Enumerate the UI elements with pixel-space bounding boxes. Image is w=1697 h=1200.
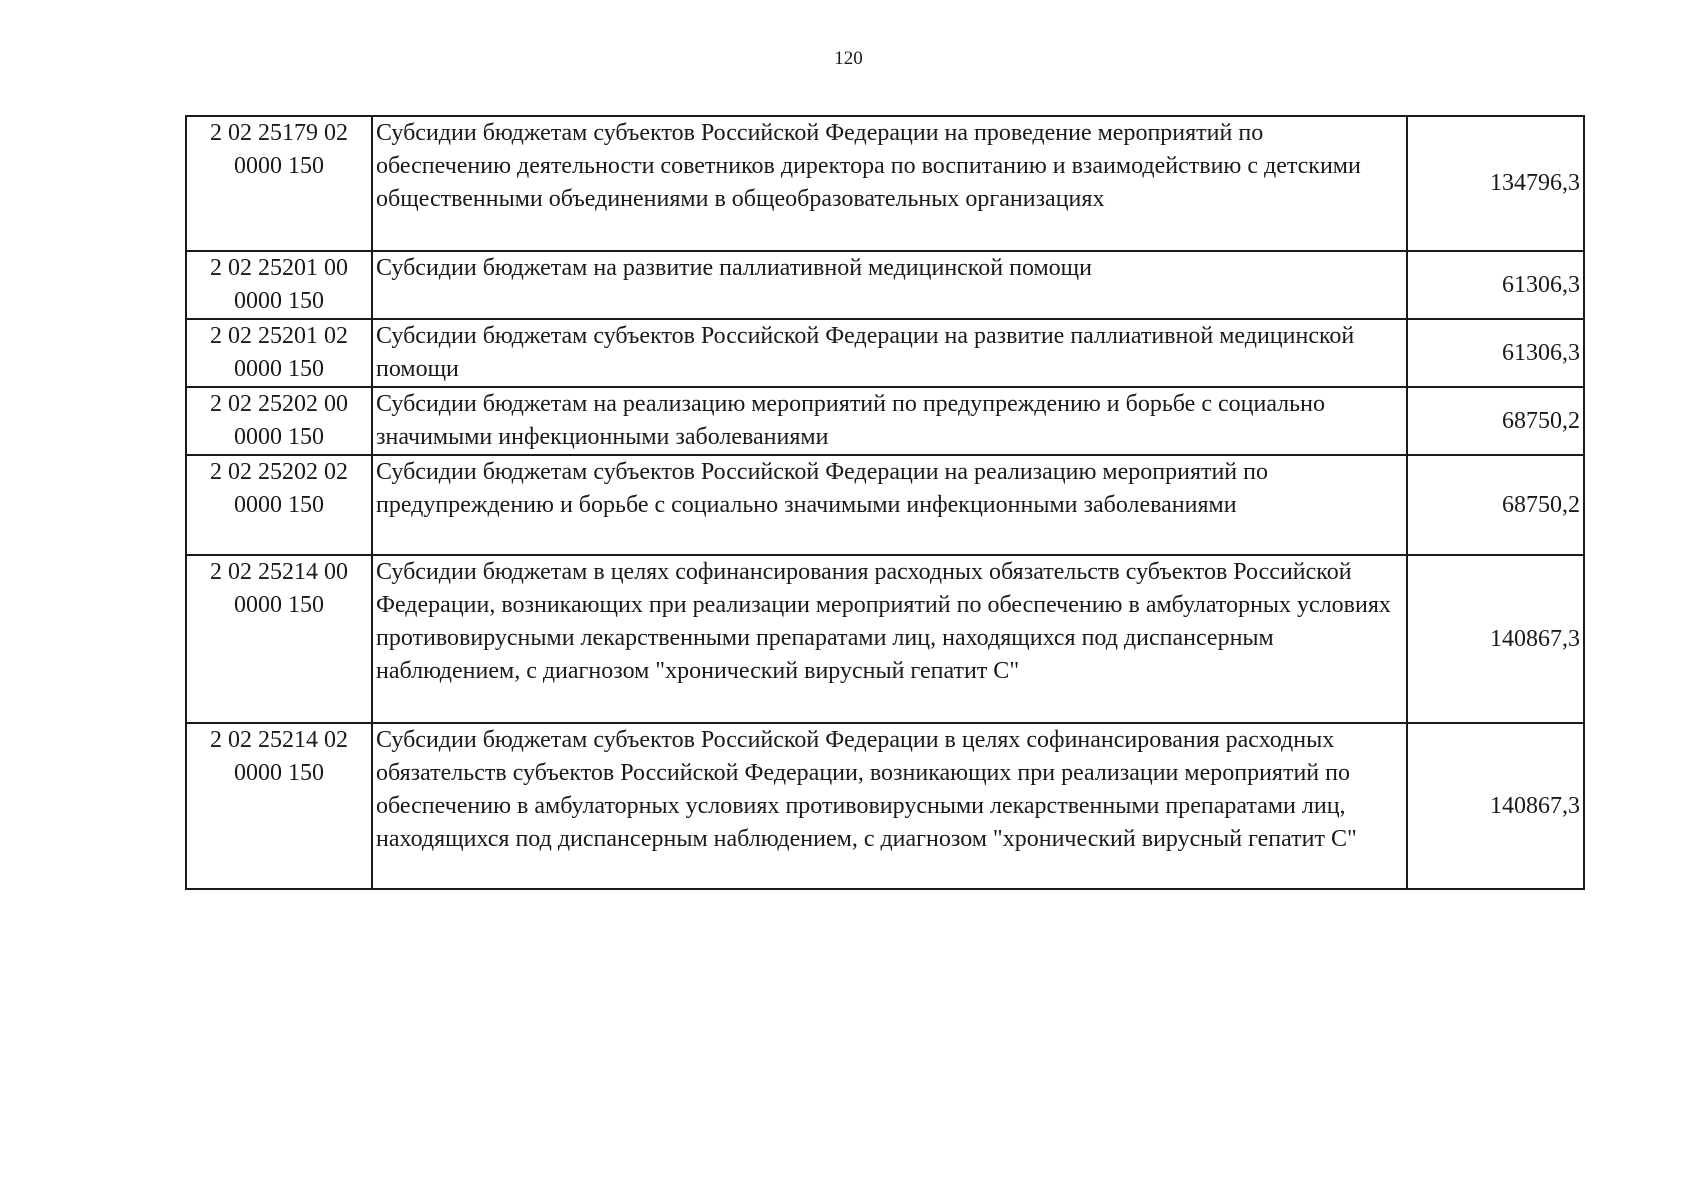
revenue-code-line: 0000 150 bbox=[234, 153, 324, 179]
table-row bbox=[186, 723, 1584, 889]
revenue-amount: 68750,2 bbox=[1407, 387, 1584, 455]
revenue-code-line: 2 02 25214 00 bbox=[210, 559, 348, 585]
revenue-amount: 134796,3 bbox=[1407, 116, 1584, 251]
revenue-code-line: 2 02 25214 02 bbox=[210, 727, 348, 753]
revenue-code-line: 0000 150 bbox=[234, 424, 324, 450]
revenue-amount: 140867,3 bbox=[1407, 555, 1584, 723]
revenue-description: Субсидии бюджетам субъектов Российской Федерации на развитие паллиативной медицинской помощи bbox=[372, 319, 1407, 387]
revenue-description: Субсидии бюджетам субъектов Российской Федерации на проведение мероприятий по обеспечению деятельности советников директора по воспитанию и взаимодействию с детскими общественными объединениями в общеобразовательных организациях bbox=[372, 116, 1407, 251]
table-row bbox=[186, 387, 1584, 455]
revenue-code-line: 0000 150 bbox=[234, 288, 324, 314]
revenue-code-cell bbox=[186, 319, 372, 387]
revenue-amount: 140867,3 bbox=[1407, 723, 1584, 889]
revenue-code-line: 0000 150 bbox=[234, 760, 324, 786]
revenue-amount: 61306,3 bbox=[1407, 251, 1584, 319]
revenue-code-line: 2 02 25202 00 bbox=[210, 391, 348, 417]
revenue-code-cell bbox=[186, 723, 372, 889]
page-number: 120 bbox=[834, 48, 863, 69]
table-row bbox=[186, 455, 1584, 555]
revenue-description: Субсидии бюджетам на развитие паллиативной медицинской помощи bbox=[372, 251, 1407, 319]
revenue-description: Субсидии бюджетам в целях софинансирования расходных обязательств субъектов Российской Федерации, возникающих при реализации мероприятий по обеспечению в амбулаторных условиях противовирусными лекарственными препаратами лиц, находящихся под диспансерным наблюдением, с диагнозом "хронический вирусный гепатит С" bbox=[372, 555, 1407, 723]
revenue-description: Субсидии бюджетам субъектов Российской Федерации в целях софинансирования расходных обязательств субъектов Российской Федерации, возникающих при реализации мероприятий по обеспечению в амбулаторных условиях противовирусными лекарственными препаратами лиц, находящихся под диспансерным наблюдением, с диагнозом "хронический вирусный гепатит С" bbox=[372, 723, 1407, 889]
budget-revenue-table bbox=[185, 115, 1585, 890]
revenue-code-line: 2 02 25179 02 bbox=[210, 120, 348, 146]
revenue-code-line: 2 02 25201 00 bbox=[210, 255, 348, 281]
revenue-code-line: 2 02 25201 02 bbox=[210, 323, 348, 349]
revenue-amount: 68750,2 bbox=[1407, 455, 1584, 555]
revenue-description: Субсидии бюджетам на реализацию мероприятий по предупреждению и борьбе с социально значимыми инфекционными заболеваниями bbox=[372, 387, 1407, 455]
revenue-amount: 61306,3 bbox=[1407, 319, 1584, 387]
revenue-description: Субсидии бюджетам субъектов Российской Федерации на реализацию мероприятий по предупреждению и борьбе с социально значимыми инфекционными заболеваниями bbox=[372, 455, 1407, 555]
revenue-code-cell bbox=[186, 455, 372, 555]
revenue-code-line: 0000 150 bbox=[234, 592, 324, 618]
table-row bbox=[186, 251, 1584, 319]
revenue-code-line: 2 02 25202 02 bbox=[210, 459, 348, 485]
revenue-code-cell bbox=[186, 555, 372, 723]
table-row bbox=[186, 319, 1584, 387]
table-row bbox=[186, 116, 1584, 251]
revenue-code-cell bbox=[186, 116, 372, 251]
revenue-code-cell bbox=[186, 251, 372, 319]
revenue-code-cell bbox=[186, 387, 372, 455]
revenue-code-line: 0000 150 bbox=[234, 356, 324, 382]
revenue-code-line: 0000 150 bbox=[234, 492, 324, 518]
table-row bbox=[186, 555, 1584, 723]
